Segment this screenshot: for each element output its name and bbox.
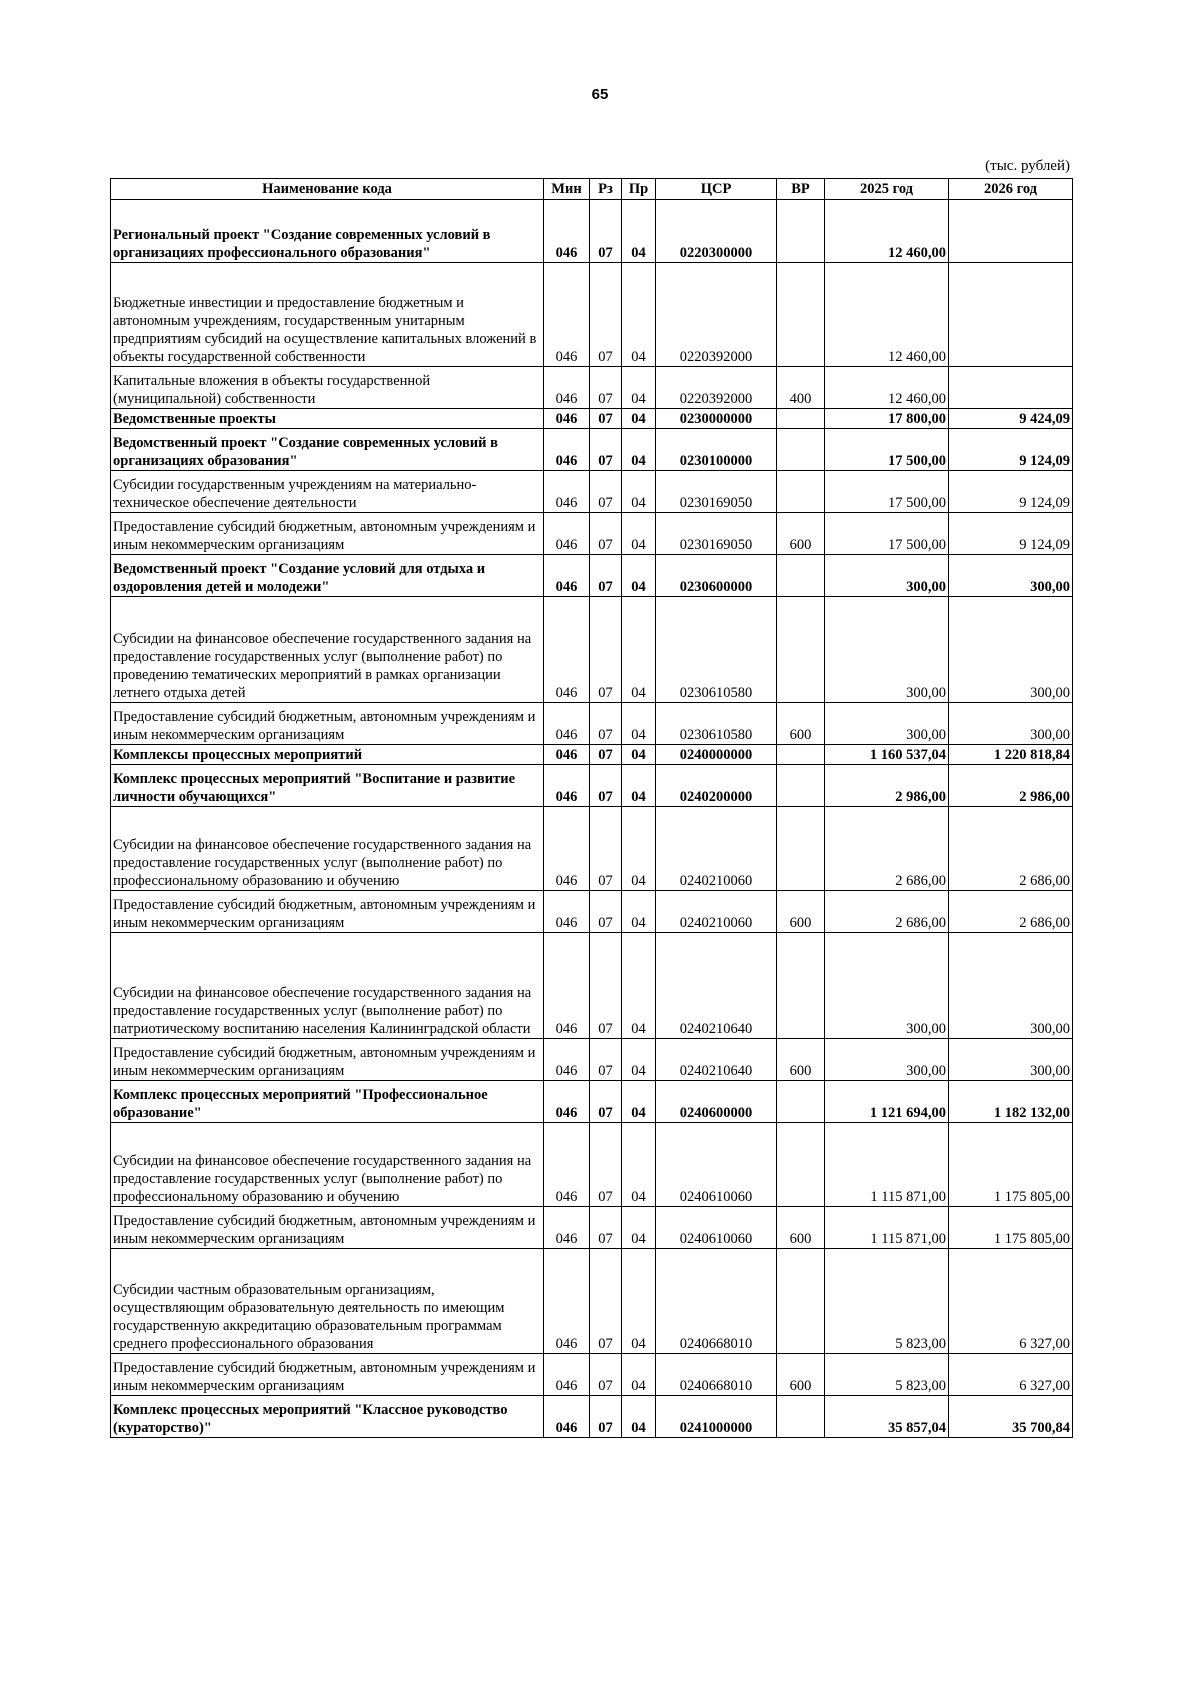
table-row (111, 891, 1073, 933)
cell-min: 046 (544, 1396, 590, 1438)
cell-csr: 0240668010 (656, 1354, 777, 1396)
cell-min: 046 (544, 765, 590, 807)
cell-csr: 0240210640 (656, 933, 777, 1039)
cell-vr: 600 (777, 1039, 825, 1081)
cell-rz: 07 (590, 1354, 622, 1396)
cell-vr (777, 1396, 825, 1438)
cell-pr: 04 (622, 807, 656, 891)
cell-vr (777, 597, 825, 703)
header-csr: ЦСР (656, 179, 777, 200)
table-row (111, 263, 1073, 367)
cell-min: 046 (544, 1039, 590, 1081)
cell-pr: 04 (622, 1207, 656, 1249)
cell-y2026: 300,00 (949, 933, 1073, 1039)
cell-pr: 04 (622, 1039, 656, 1081)
cell-rz: 07 (590, 933, 622, 1039)
cell-vr (777, 1123, 825, 1207)
cell-vr (777, 200, 825, 263)
cell-vr (777, 471, 825, 513)
table-row (111, 1207, 1073, 1249)
cell-name: Комплекс процессных мероприятий "Классное руководство (кураторство)" (111, 1396, 544, 1438)
cell-y2025: 300,00 (825, 555, 949, 597)
table-row (111, 597, 1073, 703)
cell-y2026: 1 175 805,00 (949, 1207, 1073, 1249)
cell-pr: 04 (622, 745, 656, 765)
cell-y2025: 300,00 (825, 933, 949, 1039)
table-body (111, 200, 1073, 1438)
cell-min: 046 (544, 1207, 590, 1249)
cell-pr: 04 (622, 1396, 656, 1438)
cell-pr: 04 (622, 263, 656, 367)
cell-min: 046 (544, 1249, 590, 1354)
cell-y2025: 12 460,00 (825, 367, 949, 409)
cell-y2026: 9 424,09 (949, 409, 1073, 429)
cell-pr: 04 (622, 513, 656, 555)
cell-name: Предоставление субсидий бюджетным, автономным учреждениям и иным некоммерческим организациям (111, 1039, 544, 1081)
table-row (111, 1039, 1073, 1081)
cell-rz: 07 (590, 807, 622, 891)
cell-vr (777, 1249, 825, 1354)
cell-min: 046 (544, 513, 590, 555)
cell-y2026: 300,00 (949, 1039, 1073, 1081)
cell-vr: 600 (777, 1354, 825, 1396)
cell-csr: 0240610060 (656, 1207, 777, 1249)
cell-pr: 04 (622, 765, 656, 807)
cell-y2026: 9 124,09 (949, 471, 1073, 513)
cell-y2025: 1 115 871,00 (825, 1207, 949, 1249)
cell-min: 046 (544, 429, 590, 471)
cell-vr: 600 (777, 513, 825, 555)
cell-csr: 0230169050 (656, 513, 777, 555)
cell-pr: 04 (622, 200, 656, 263)
table-row (111, 471, 1073, 513)
cell-rz: 07 (590, 1207, 622, 1249)
cell-pr: 04 (622, 1249, 656, 1354)
cell-pr: 04 (622, 367, 656, 409)
cell-y2025: 35 857,04 (825, 1396, 949, 1438)
cell-y2026: 9 124,09 (949, 513, 1073, 555)
cell-y2025: 12 460,00 (825, 263, 949, 367)
cell-csr: 0230100000 (656, 429, 777, 471)
cell-y2025: 12 460,00 (825, 200, 949, 263)
cell-rz: 07 (590, 555, 622, 597)
cell-rz: 07 (590, 1123, 622, 1207)
table-row (111, 367, 1073, 409)
cell-name: Ведомственные проекты (111, 409, 544, 429)
table-row (111, 745, 1073, 765)
cell-csr: 0241000000 (656, 1396, 777, 1438)
cell-y2026: 6 327,00 (949, 1249, 1073, 1354)
cell-pr: 04 (622, 703, 656, 745)
cell-rz: 07 (590, 765, 622, 807)
cell-csr: 0220392000 (656, 263, 777, 367)
cell-min: 046 (544, 891, 590, 933)
cell-rz: 07 (590, 745, 622, 765)
cell-min: 046 (544, 471, 590, 513)
cell-min: 046 (544, 409, 590, 429)
cell-csr: 0230169050 (656, 471, 777, 513)
cell-pr: 04 (622, 933, 656, 1039)
cell-min: 046 (544, 1354, 590, 1396)
cell-pr: 04 (622, 409, 656, 429)
cell-csr: 0240210060 (656, 891, 777, 933)
table-row (111, 933, 1073, 1039)
cell-y2025: 17 800,00 (825, 409, 949, 429)
cell-rz: 07 (590, 1081, 622, 1123)
table-row (111, 1249, 1073, 1354)
cell-y2026: 300,00 (949, 597, 1073, 703)
cell-min: 046 (544, 1123, 590, 1207)
cell-name: Предоставление субсидий бюджетным, автономным учреждениям и иным некоммерческим организациям (111, 1354, 544, 1396)
cell-pr: 04 (622, 1354, 656, 1396)
cell-pr: 04 (622, 555, 656, 597)
cell-min: 046 (544, 555, 590, 597)
cell-name: Предоставление субсидий бюджетным, автономным учреждениям и иным некоммерческим организациям (111, 703, 544, 745)
cell-min: 046 (544, 1081, 590, 1123)
cell-vr: 600 (777, 703, 825, 745)
cell-rz: 07 (590, 703, 622, 745)
table-row (111, 807, 1073, 891)
cell-y2026 (949, 367, 1073, 409)
cell-min: 046 (544, 703, 590, 745)
cell-min: 046 (544, 367, 590, 409)
cell-y2025: 2 686,00 (825, 807, 949, 891)
cell-y2025: 2 686,00 (825, 891, 949, 933)
table-row (111, 555, 1073, 597)
cell-csr: 0240000000 (656, 745, 777, 765)
cell-min: 046 (544, 807, 590, 891)
cell-name: Региональный проект "Создание современных условий в организациях профессионального образования" (111, 200, 544, 263)
cell-name: Субсидии государственным учреждениям на материально-техническое обеспечение деятельности (111, 471, 544, 513)
cell-csr: 0230610580 (656, 703, 777, 745)
table-row (111, 703, 1073, 745)
cell-vr: 600 (777, 1207, 825, 1249)
cell-y2026: 2 686,00 (949, 891, 1073, 933)
cell-y2026: 1 220 818,84 (949, 745, 1073, 765)
table-row (111, 1354, 1073, 1396)
cell-name: Субсидии на финансовое обеспечение государственного задания на предоставление государственных услуг (выполнение работ) по проведению тематических мероприятий в рамках организации летнего отдыха детей (111, 597, 544, 703)
cell-pr: 04 (622, 429, 656, 471)
cell-vr (777, 429, 825, 471)
table-row (111, 513, 1073, 555)
cell-csr: 0230610580 (656, 597, 777, 703)
cell-rz: 07 (590, 263, 622, 367)
cell-y2026 (949, 200, 1073, 263)
header-2026: 2026 год (949, 179, 1073, 200)
cell-rz: 07 (590, 367, 622, 409)
cell-name: Субсидии на финансовое обеспечение государственного задания на предоставление государственных услуг (выполнение работ) по патриотическому воспитанию населения Калининградской области (111, 933, 544, 1039)
cell-vr (777, 765, 825, 807)
cell-pr: 04 (622, 597, 656, 703)
cell-csr: 0230600000 (656, 555, 777, 597)
cell-min: 046 (544, 200, 590, 263)
header-vr: ВР (777, 179, 825, 200)
cell-y2025: 300,00 (825, 597, 949, 703)
cell-name: Комплекс процессных мероприятий "Профессиональное образование" (111, 1081, 544, 1123)
cell-csr: 0240668010 (656, 1249, 777, 1354)
table-row (111, 1396, 1073, 1438)
units-label: (тыс. рублей) (985, 158, 1070, 174)
cell-name: Субсидии на финансовое обеспечение государственного задания на предоставление государственных услуг (выполнение работ) по профессиональному образованию и обучению (111, 807, 544, 891)
cell-csr: 0240210060 (656, 807, 777, 891)
cell-vr (777, 555, 825, 597)
cell-min: 046 (544, 933, 590, 1039)
cell-pr: 04 (622, 1123, 656, 1207)
cell-csr: 0240610060 (656, 1123, 777, 1207)
cell-y2026 (949, 263, 1073, 367)
table-row (111, 409, 1073, 429)
cell-name: Комплексы процессных мероприятий (111, 745, 544, 765)
cell-y2026: 35 700,84 (949, 1396, 1073, 1438)
cell-y2026: 2 986,00 (949, 765, 1073, 807)
cell-y2026: 1 175 805,00 (949, 1123, 1073, 1207)
cell-csr: 0240200000 (656, 765, 777, 807)
header-min: Мин (544, 179, 590, 200)
cell-min: 046 (544, 597, 590, 703)
table-row (111, 765, 1073, 807)
cell-name: Предоставление субсидий бюджетным, автономным учреждениям и иным некоммерческим организациям (111, 1207, 544, 1249)
cell-y2025: 1 160 537,04 (825, 745, 949, 765)
cell-name: Субсидии частным образовательным организациям, осуществляющим образовательную деятельность по имеющим государственную аккредитацию образовательным программам среднего профессионального образования (111, 1249, 544, 1354)
cell-y2026: 2 686,00 (949, 807, 1073, 891)
cell-rz: 07 (590, 1396, 622, 1438)
cell-y2025: 2 986,00 (825, 765, 949, 807)
header-pr: Пр (622, 179, 656, 200)
cell-y2026: 1 182 132,00 (949, 1081, 1073, 1123)
cell-min: 046 (544, 745, 590, 765)
table-row (111, 429, 1073, 471)
cell-rz: 07 (590, 513, 622, 555)
budget-table (110, 178, 1073, 1438)
cell-csr: 0220392000 (656, 367, 777, 409)
cell-csr: 0240210640 (656, 1039, 777, 1081)
cell-vr (777, 745, 825, 765)
header-rz: Рз (590, 179, 622, 200)
cell-name: Предоставление субсидий бюджетным, автономным учреждениям и иным некоммерческим организациям (111, 513, 544, 555)
cell-vr: 400 (777, 367, 825, 409)
cell-vr (777, 263, 825, 367)
cell-name: Комплекс процессных мероприятий "Воспитание и развитие личности обучающихся" (111, 765, 544, 807)
cell-y2026: 300,00 (949, 555, 1073, 597)
header-name: Наименование кода (111, 179, 544, 200)
table-row (111, 1123, 1073, 1207)
cell-vr (777, 409, 825, 429)
cell-y2025: 300,00 (825, 1039, 949, 1081)
cell-name: Субсидии на финансовое обеспечение государственного задания на предоставление государственных услуг (выполнение работ) по профессиональному образованию и обучению (111, 1123, 544, 1207)
cell-y2025: 5 823,00 (825, 1354, 949, 1396)
cell-y2026: 6 327,00 (949, 1354, 1073, 1396)
cell-name: Ведомственный проект "Создание условий для отдыха и оздоровления детей и молодежи" (111, 555, 544, 597)
cell-y2025: 5 823,00 (825, 1249, 949, 1354)
cell-pr: 04 (622, 891, 656, 933)
cell-vr (777, 807, 825, 891)
cell-y2025: 300,00 (825, 703, 949, 745)
cell-rz: 07 (590, 200, 622, 263)
cell-rz: 07 (590, 1249, 622, 1354)
cell-rz: 07 (590, 597, 622, 703)
page-number: 65 (591, 86, 609, 103)
cell-name: Капитальные вложения в объекты государственной (муниципальной) собственности (111, 367, 544, 409)
cell-rz: 07 (590, 891, 622, 933)
cell-y2025: 17 500,00 (825, 429, 949, 471)
cell-pr: 04 (622, 471, 656, 513)
cell-y2025: 1 115 871,00 (825, 1123, 949, 1207)
cell-csr: 0220300000 (656, 200, 777, 263)
cell-name: Предоставление субсидий бюджетным, автономным учреждениям и иным некоммерческим организациям (111, 891, 544, 933)
cell-y2025: 17 500,00 (825, 471, 949, 513)
cell-min: 046 (544, 263, 590, 367)
cell-pr: 04 (622, 1081, 656, 1123)
cell-vr: 600 (777, 891, 825, 933)
cell-vr (777, 933, 825, 1039)
cell-rz: 07 (590, 1039, 622, 1081)
cell-y2026: 9 124,09 (949, 429, 1073, 471)
cell-csr: 0230000000 (656, 409, 777, 429)
cell-vr (777, 1081, 825, 1123)
cell-y2025: 1 121 694,00 (825, 1081, 949, 1123)
table-row (111, 200, 1073, 263)
table-row (111, 1081, 1073, 1123)
cell-name: Бюджетные инвестиции и предоставление бюджетным и автономным учреждениям, государственным унитарным предприятиям субсидий на осуществление капитальных вложений в объекты государственной собственности (111, 263, 544, 367)
cell-y2026: 300,00 (949, 703, 1073, 745)
header-2025: 2025 год (825, 179, 949, 200)
cell-rz: 07 (590, 409, 622, 429)
cell-rz: 07 (590, 471, 622, 513)
cell-y2025: 17 500,00 (825, 513, 949, 555)
cell-csr: 0240600000 (656, 1081, 777, 1123)
table-header-row (111, 179, 1073, 200)
cell-name: Ведомственный проект "Создание современных условий в организациях образования" (111, 429, 544, 471)
cell-rz: 07 (590, 429, 622, 471)
